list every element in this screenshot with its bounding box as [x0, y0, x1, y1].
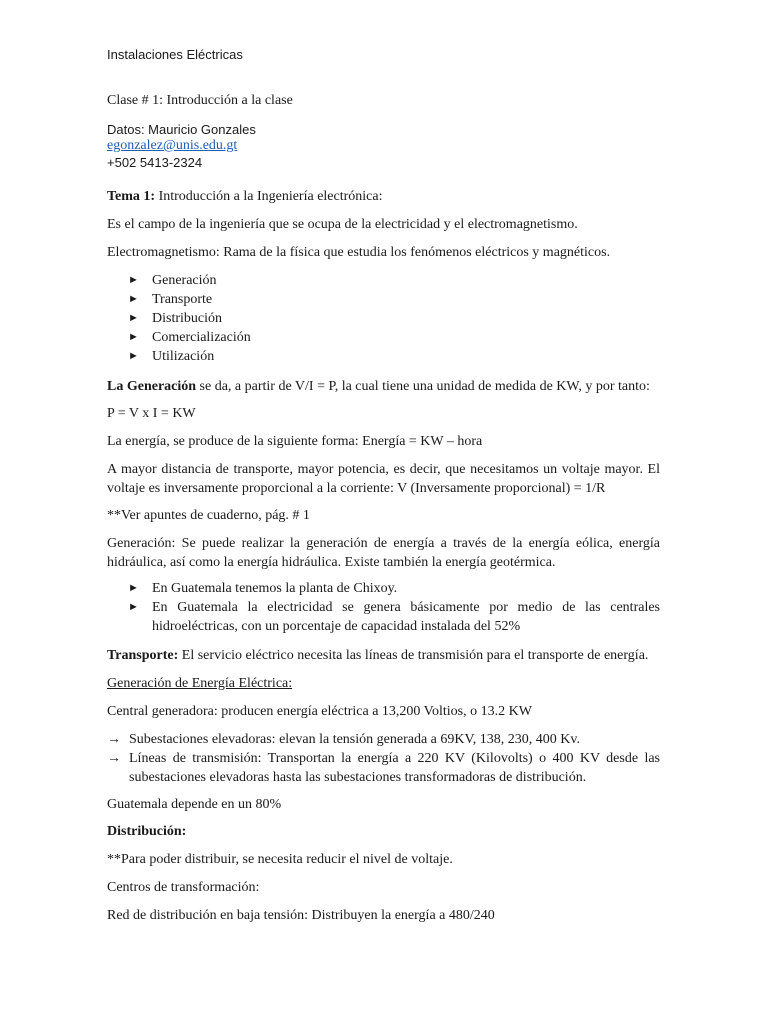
paragraph-energia: La energía, se produce de la siguiente forma: Energía = KW – hora	[107, 434, 483, 449]
paragraph-apuntes: **Ver apuntes de cuaderno, pág. # 1	[107, 508, 310, 523]
bullet-icon: ►	[128, 331, 139, 343]
paragraph-guatemala: Guatemala depende en un 80%	[107, 797, 282, 812]
email-link[interactable]: egonzalez@unis.edu.gt	[107, 138, 238, 153]
bullet-icon: ►	[128, 582, 139, 594]
distribucion-heading: Distribución:	[107, 824, 187, 839]
list-item: ► Comercialización	[128, 330, 251, 345]
bullet-icon: ►	[128, 601, 139, 613]
paragraph-campo: Es el campo de la ingeniería que se ocupa de la electricidad y el electromagnetismo.	[107, 217, 578, 232]
generacion-paragraph: La Generación se da, a partir de V/I = P, la cual tiene una unidad de medida de KW, y por tanto:	[107, 379, 650, 394]
list-item: ► Transporte	[128, 292, 213, 307]
list-item: ► Utilización	[128, 349, 215, 364]
generacion-energia-heading: Generación de Energía Eléctrica:	[107, 676, 293, 691]
generacion-label: La Generación	[107, 379, 197, 394]
transporte-paragraph: Transporte: El servicio eléctrico necesita las líneas de transmisión para el transporte de energía.	[107, 648, 649, 663]
list-item: ► En Guatemala tenemos la planta de Chixoy.	[128, 581, 398, 596]
contact-name: Datos: Mauricio Gonzales	[107, 122, 256, 137]
list-item: → Subestaciones elevadoras: elevan la tensión generada a 69KV, 138, 230, 400 Kv.	[107, 732, 580, 747]
bullet-icon: ►	[128, 350, 139, 362]
bullet-icon: ►	[128, 274, 139, 286]
arrow-icon: →	[107, 751, 121, 766]
paragraph-centros: Centros de transformación:	[107, 880, 260, 895]
paragraph-red: Red de distribución en baja tensión: Distribuyen la energía a 480/240	[107, 908, 495, 923]
topics-list	[107, 271, 660, 366]
paragraph-electromagnetismo: Electromagnetismo: Rama de la física que estudia los fenómenos eléctricos y magnéticos.	[107, 245, 611, 260]
paragraph-generacion: Generación: Se puede realizar la generación de energía a través de la energía eólica, energía hidráulica, así como la energía hidráulica. Existe también la energía geotérmica.	[107, 536, 660, 570]
tema-text: Introducción a la Ingeniería electrónica:	[155, 189, 383, 204]
list-item: ► En Guatemala la electricidad se genera básicamente por medio de las centrales hidroeléctricas, con un porcentaje de capacidad instalada del 52%	[128, 600, 660, 634]
paragraph-central: Central generadora: producen energía eléctrica a 13,200 Voltios, o 13.2 KW	[107, 704, 532, 719]
list-item: ► Distribución	[128, 311, 222, 326]
guatemala-list	[107, 579, 660, 636]
transporte-label: Transporte:	[107, 648, 179, 663]
list-item: → Líneas de transmisión: Transportan la energía a 220 KV (Kilovolts) o 400 KV desde las subestaciones elevadoras hasta las subestaciones transformadoras de distribución.	[107, 751, 660, 785]
bullet-icon: ►	[128, 312, 139, 324]
paragraph-reducir: **Para poder distribuir, se necesita reducir el nivel de voltaje.	[107, 852, 453, 867]
tema-heading	[107, 187, 660, 206]
formula: P = V x I = KW	[107, 406, 196, 421]
document-header: Instalaciones Eléctricas	[107, 47, 243, 62]
list-item: ► Generación	[128, 273, 217, 288]
transmission-list	[107, 730, 660, 787]
contact-phone: +502 5413-2324	[107, 155, 203, 170]
class-title: Clase # 1: Introducción a la clase	[107, 93, 293, 108]
paragraph-distancia: A mayor distancia de transporte, mayor potencia, es decir, que necesitamos un voltaje mayor. El voltaje es inversamente proporcional a la corriente: V (Inversamente proporcional) = 1/R	[107, 462, 660, 496]
tema-label: Tema 1:	[107, 189, 156, 204]
arrow-icon: →	[107, 732, 121, 747]
bullet-icon: ►	[128, 293, 139, 305]
